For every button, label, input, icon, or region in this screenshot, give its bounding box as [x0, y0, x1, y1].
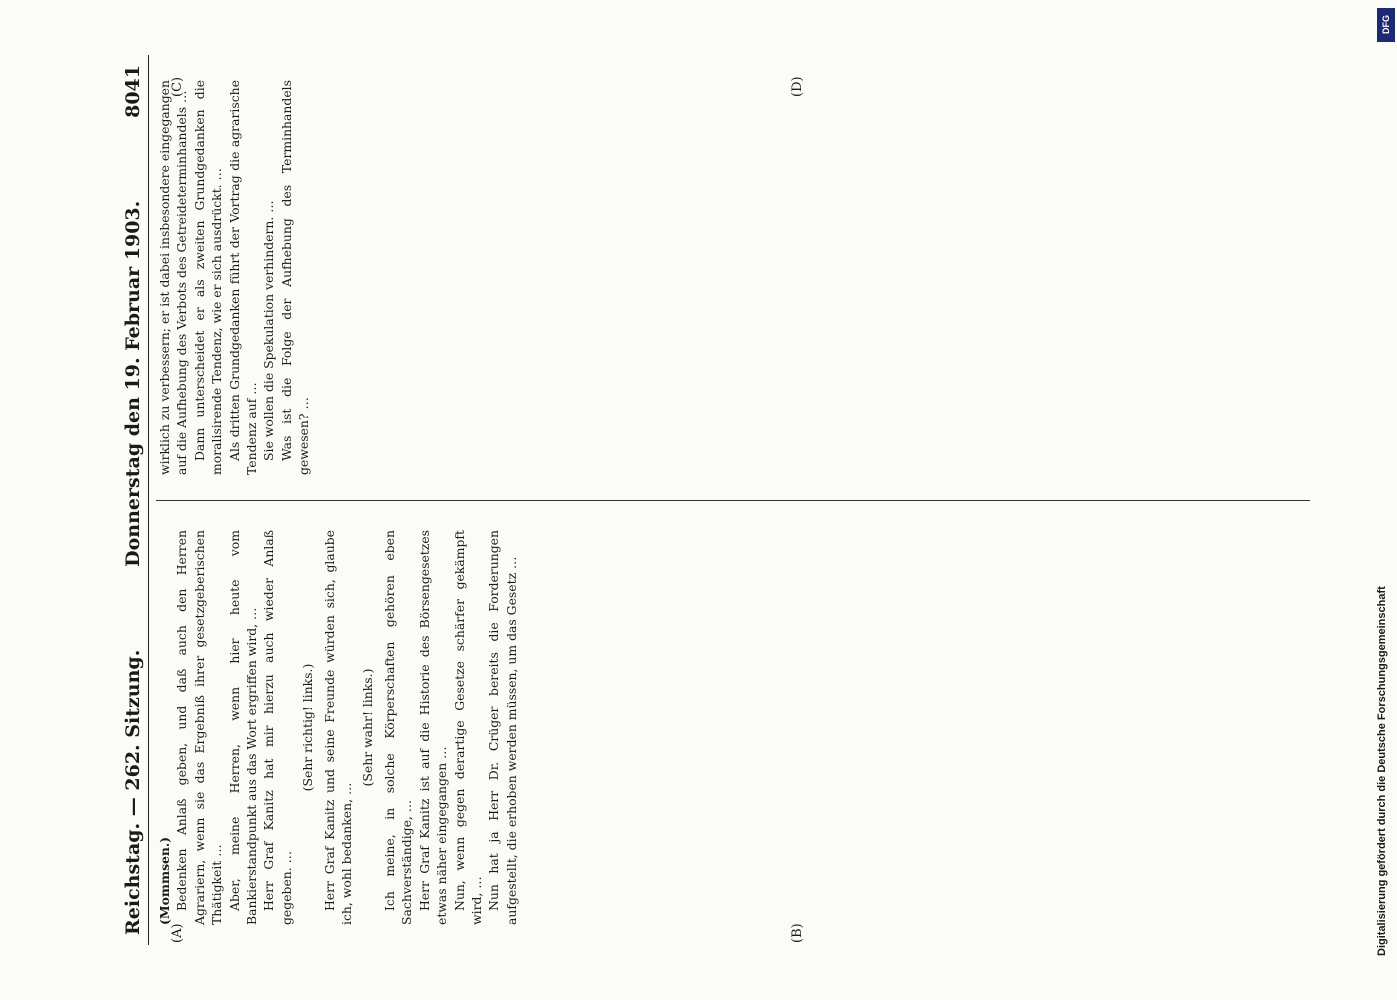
paragraph: wirklich zu verbessern; er ist dabei insbesondere eingegangen auf die Aufhebung des Verbots des Getreideterminhandels … [157, 80, 190, 475]
rotated-text-block [90, 55, 1350, 945]
paragraph: Als dritten Grundgedanken führt der Vortrag die agrarische Tendenz auf … [226, 80, 260, 475]
margin-marker-d: (D) [790, 76, 805, 97]
paragraph: Bedenken Anlaß geben, und daß auch den Herren Agrariern, wenn sie das Ergebniß ihrer gesetzgeberischen Thätigkeit … [174, 530, 225, 925]
dfg-logo: DFG [1377, 8, 1395, 42]
paragraph: Nun hat ja Herr Dr. Crüger bereits die Forderungen aufgestellt, die erhoben werden müssen, um das Gesetz … [486, 530, 519, 925]
paragraph: Sie wollen die Spekulation verhindern. … [261, 200, 277, 461]
margin-marker-c: (C) [170, 76, 185, 97]
digitization-credit [1372, 36, 1392, 956]
page-area [90, 55, 1350, 945]
paragraph: Herr Graf Kanitz ist auf die Historie des Börsengesetzes etwas näher eingegangen … [416, 530, 450, 925]
paragraph: Dann unterscheidet er als zweiten Grundgedanken die moralisirende Tendenz, wie er sich ausdrückt. … [191, 80, 225, 475]
paragraph: (Sehr richtig! links.) [300, 663, 316, 792]
paragraph: Herr Graf Kanitz und seine Freunde würden sich, glaube ich, wohl bedanken, … [321, 530, 355, 925]
credit-text: Digitalisierung gefördert durch die Deutsche Forschungsgemeinschaft [1376, 586, 1388, 956]
left-text-column [156, 530, 1310, 925]
page-number: 8041 [122, 65, 144, 118]
running-header [110, 55, 149, 945]
paragraph: Was ist die Folge der Aufhebung des Terminhandels gewesen? … [278, 80, 312, 475]
header-left: Reichstag. — 262. Sitzung. [122, 649, 144, 935]
margin-marker-b: (B) [790, 923, 805, 943]
header-center: Donnerstag den 19. Februar 1903. [122, 200, 144, 567]
right-text-column [156, 80, 1310, 475]
column-divider [156, 500, 1310, 501]
margin-marker-a: (A) [170, 923, 185, 943]
paragraph: (Mommsen.) [157, 836, 172, 925]
paragraph: Aber, meine Herren, wenn hier heute vom Bankierstandpunkt aus das Wort ergriffen wird, … [226, 530, 260, 925]
paragraph: Herr Graf Kanitz hat mir hierzu auch wieder Anlaß gegeben. … [261, 530, 294, 925]
paragraph: Nun, wenn gegen derartige Gesetze schärfer gekämpft wird, … [451, 530, 484, 925]
paragraph: (Sehr wahr! links.) [360, 668, 376, 787]
paragraph: Ich meine, in solche Körperschaften gehören eben Sachverständige, … [381, 530, 415, 925]
